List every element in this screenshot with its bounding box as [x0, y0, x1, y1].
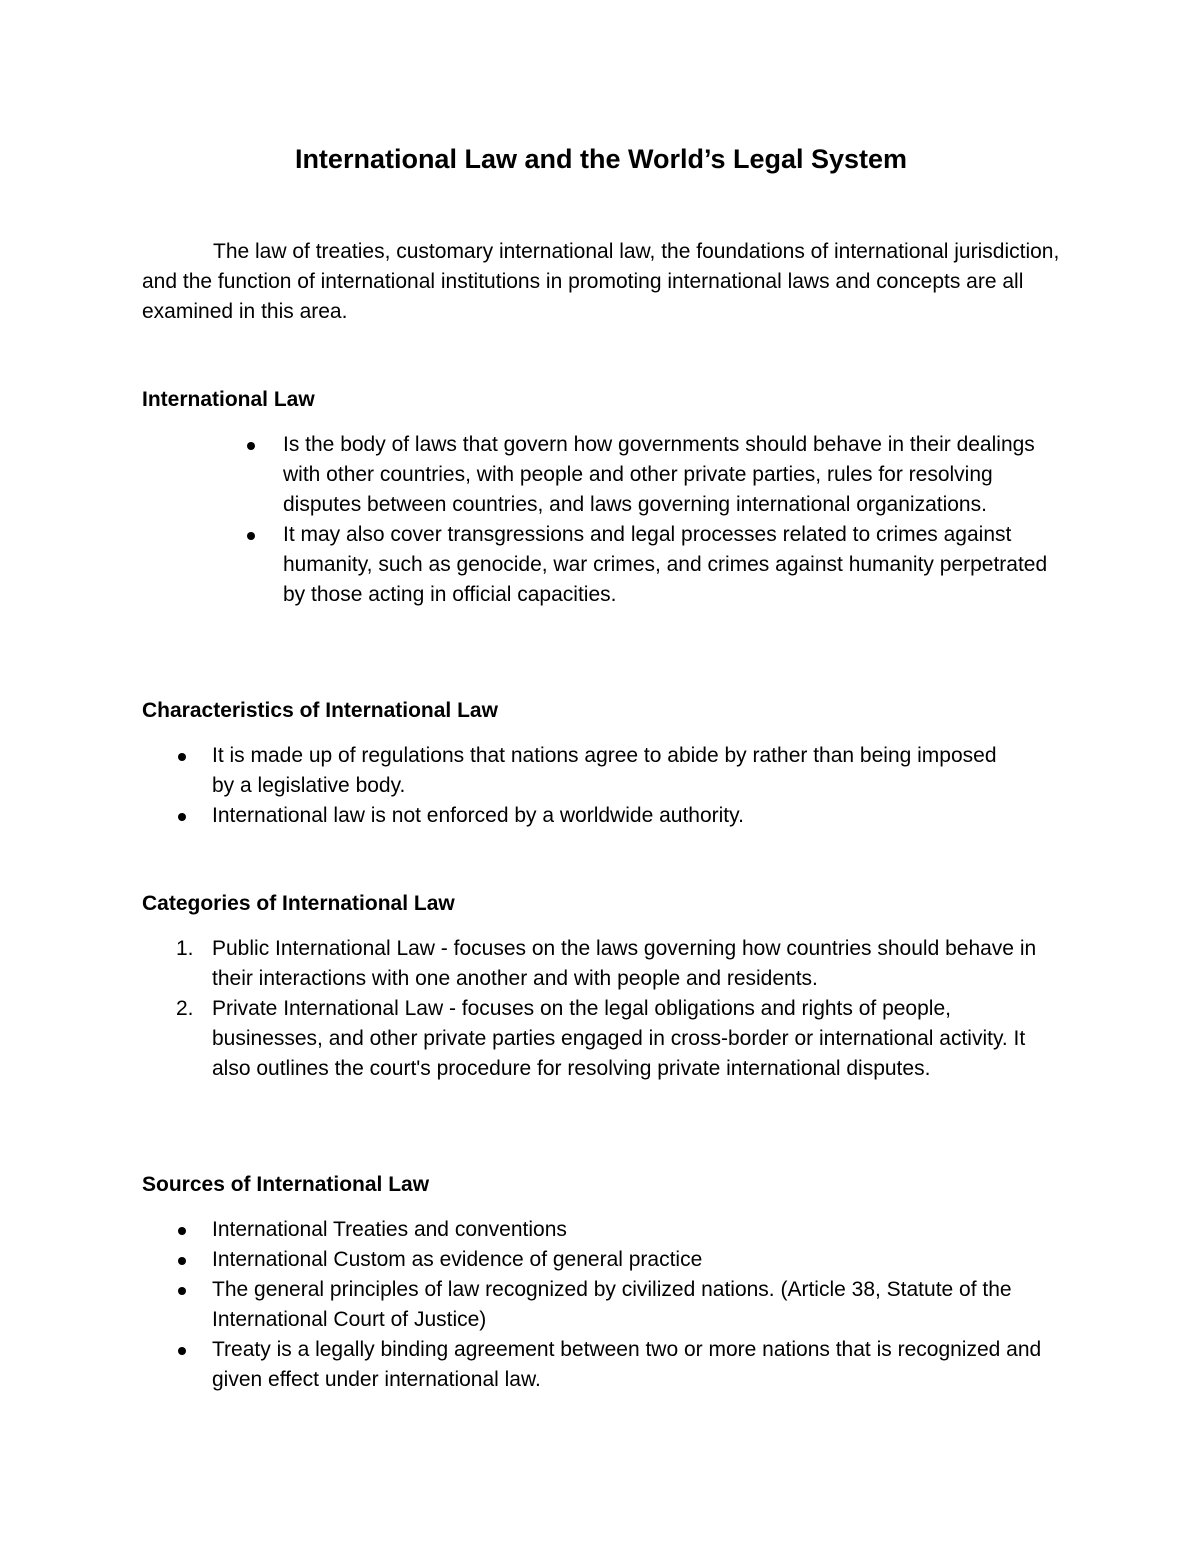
international-law-list: [142, 430, 1060, 610]
list-item: [142, 994, 1042, 1084]
list-item: [142, 1335, 1047, 1395]
list-item-text: Treaty is a legally binding agreement between two or more nations that is recognized and given effect under international law.: [212, 1338, 1042, 1391]
bullet-icon: [178, 813, 186, 821]
list-item: [142, 801, 1022, 831]
section-heading-international-law: International Law: [142, 388, 315, 411]
bullet-icon: [178, 1227, 186, 1235]
bullet-icon: [178, 1287, 186, 1295]
sources-list: [142, 1215, 1047, 1395]
list-item: [142, 520, 1060, 610]
list-item-text: International law is not enforced by a worldwide authority.: [212, 804, 744, 827]
section-heading-sources: Sources of International Law: [142, 1173, 430, 1196]
list-number: 2.: [176, 997, 194, 1020]
bullet-icon: [178, 753, 186, 761]
bullet-icon: [178, 1347, 186, 1355]
list-item-text: Private International Law - focuses on the legal obligations and rights of people, businesses, and other private parties engaged in cross-border or international activity. It also outlines the court's procedure for resolving private international disputes.: [212, 997, 1026, 1080]
list-item-text: It is made up of regulations that nations agree to abide by rather than being imposed by a legislative body.: [212, 744, 997, 797]
list-item: [142, 1275, 1047, 1335]
list-item-text: Is the body of laws that govern how governments should behave in their dealings with other countries, with people and other private parties, rules for resolving disputes between countries, and laws governing international organizations.: [283, 433, 1035, 516]
bullet-icon: [247, 442, 255, 450]
section-heading-categories: Categories of International Law: [142, 892, 455, 915]
list-item: [142, 741, 1022, 801]
bullet-icon: [178, 1257, 186, 1265]
characteristics-list: [142, 741, 1022, 831]
list-item-text: Public International Law - focuses on the laws governing how countries should behave in their interactions with one another and with people and residents.: [212, 937, 1037, 990]
section-heading-characteristics: Characteristics of International Law: [142, 699, 498, 722]
list-item-text: It may also cover transgressions and legal processes related to crimes against humanity, such as genocide, war crimes, and crimes against humanity perpetrated by those acting in official capacities.: [283, 523, 1048, 606]
list-number: 1.: [176, 937, 194, 960]
bullet-icon: [247, 532, 255, 540]
categories-list: [142, 934, 1042, 1084]
list-item: [142, 430, 1060, 520]
list-item: [142, 1215, 1047, 1245]
list-item: [142, 934, 1042, 994]
list-item-text: International Custom as evidence of general practice: [212, 1248, 703, 1271]
document-title: International Law and the World’s Legal System: [294, 144, 908, 174]
list-item-text: The general principles of law recognized by civilized nations. (Article 38, Statute of the International Court of Justice): [212, 1278, 1012, 1331]
intro-paragraph: The law of treaties, customary international law, the foundations of international jurisdiction, and the function of international institutions in promoting international laws and concepts are all examined in this area.: [142, 240, 1060, 323]
list-item-text: International Treaties and conventions: [212, 1218, 567, 1241]
list-item: [142, 1245, 1047, 1275]
